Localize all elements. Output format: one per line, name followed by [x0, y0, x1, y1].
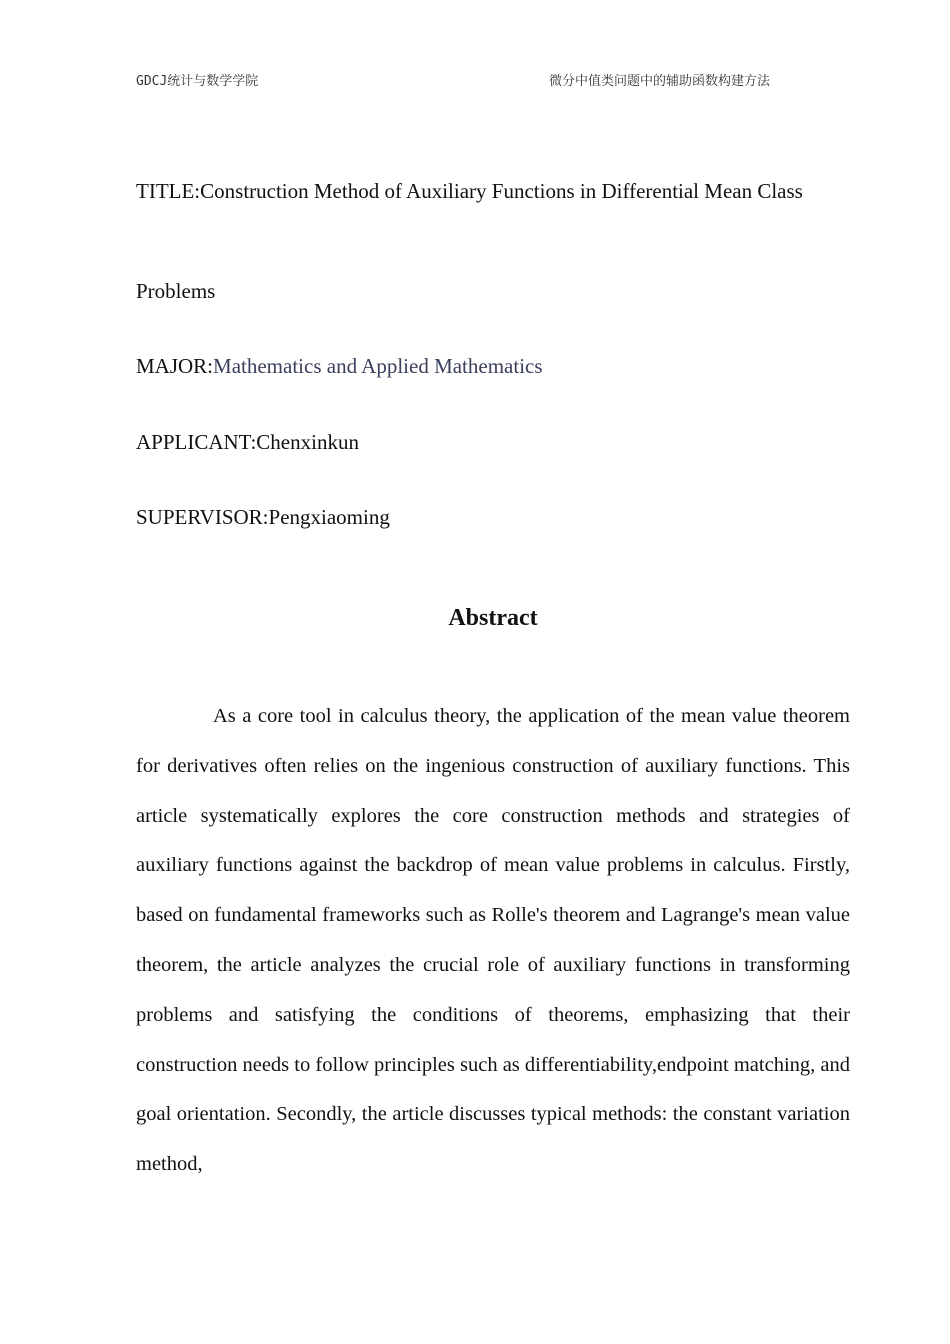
major-line: [136, 353, 543, 379]
thesis-title-line-1: TITLE:Construction Method of Auxiliary Functions in Differential Mean Class: [136, 179, 803, 203]
major-label: MAJOR:: [136, 354, 214, 378]
major-value: Mathematics and Applied Mathematics: [213, 354, 543, 378]
applicant-line: APPLICANT:Chenxinkun: [136, 430, 359, 454]
thesis-title-line-2: Problems: [136, 279, 216, 303]
abstract-body: As a core tool in calculus theory, the application of the mean value theorem for derivatives often relies on the ingenious construction of auxiliary functions. This article systematically explores the core construction methods and strategies of auxiliary functions against the backdrop of mean value problems in calculus. Firstly, based on fundamental frameworks such as Rolle's theorem and Lagrange's mean value theorem, the article analyzes the crucial role of auxiliary functions in transforming problems and satisfying the conditions of theorems, emphasizing that their construction needs to follow principles such as differentiability,endpoint matching, and goal orientation. Secondly, the article discusses typical methods: the constant variation method,: [136, 705, 850, 1176]
abstract-heading: Abstract: [448, 605, 538, 631]
header-thesis-title: 微分中值类问题中的辅助函数构建方法: [549, 74, 771, 89]
supervisor-line: SUPERVISOR:Pengxiaoming: [136, 505, 390, 529]
header-school: GDCJ统计与数学学院: [136, 74, 259, 89]
